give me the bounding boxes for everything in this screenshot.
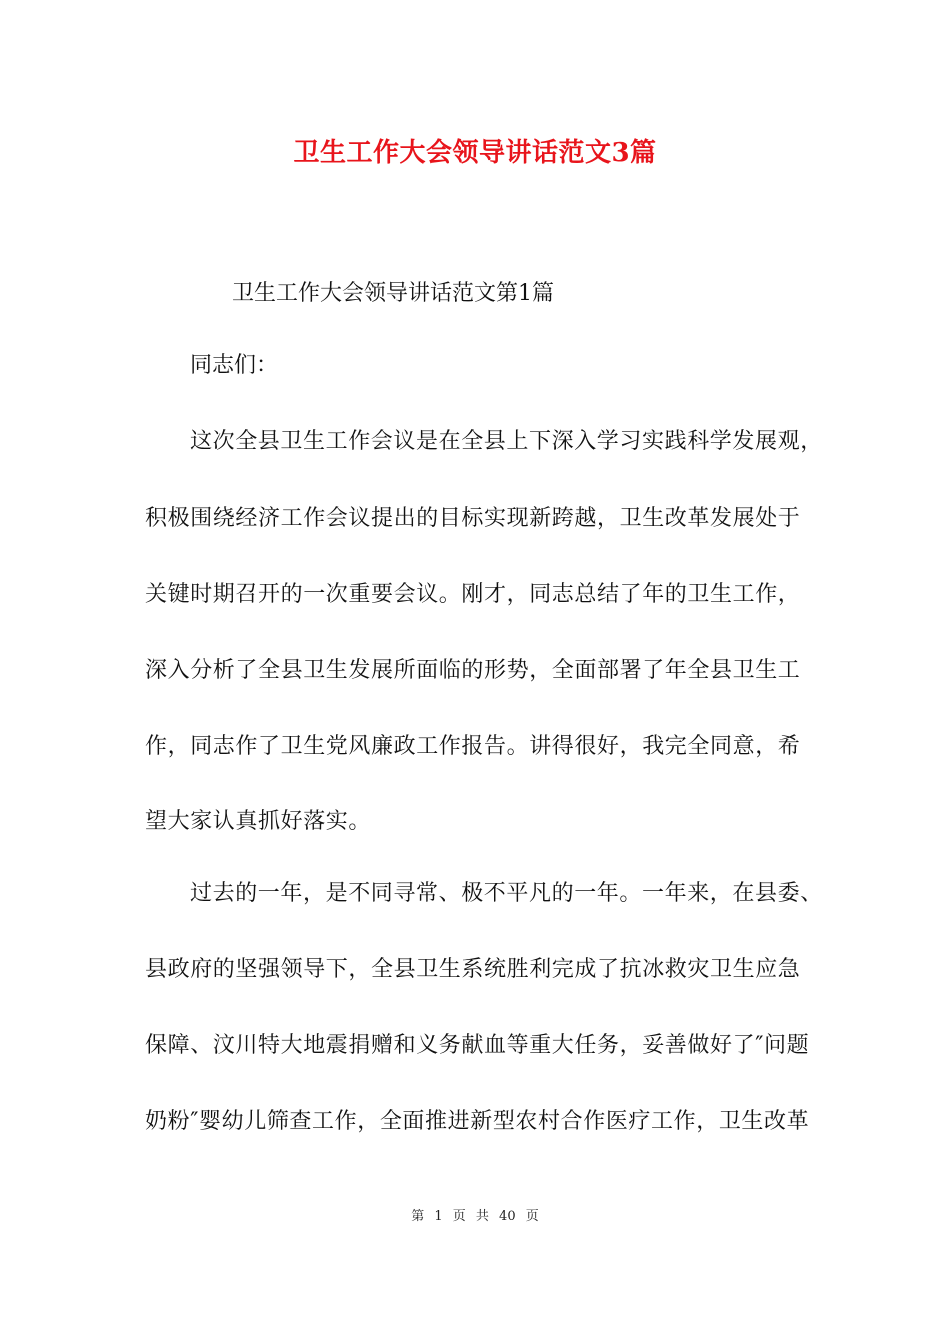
paragraph-line: 望大家认真抓好落实。: [145, 809, 372, 834]
paragraph-line: 保障、汶川特大地震捐赠和义务献血等重大任务，妥善做好了″问题: [145, 1033, 810, 1058]
salutation: 同志们：: [190, 353, 279, 378]
paragraph-line: 作，同志作了卫生党风廉政工作报告。讲得很好，我完全同意，希: [145, 734, 801, 759]
page-footer: 第 1 页 共 40 页: [411, 1209, 539, 1224]
paragraph-line: 县政府的坚强领导下，全县卫生系统胜利完成了抗冰救灾卫生应急: [145, 957, 801, 982]
paragraph-line: 积极围绕经济工作会议提出的目标实现新跨越，卫生改革发展处于: [145, 506, 801, 531]
section-heading: 卫生工作大会领导讲话范文第1篇: [232, 281, 554, 306]
paragraph-line: 关键时期召开的一次重要会议。刚才，同志总结了年的卫生工作，: [145, 582, 801, 607]
paragraph-line: 这次全县卫生工作会议是在全县上下深入学习实践科学发展观，: [190, 429, 823, 454]
document-title: 卫生工作大会领导讲话范文3篇: [293, 138, 657, 168]
paragraph-line: 深入分析了全县卫生发展所面临的形势，全面部署了年全县卫生工: [145, 658, 801, 683]
paragraph-line: 奶粉″婴幼儿筛查工作，全面推进新型农村合作医疗工作，卫生改革: [145, 1109, 810, 1134]
paragraph-line: 过去的一年，是不同寻常、极不平凡的一年。一年来，在县委、: [190, 881, 823, 906]
